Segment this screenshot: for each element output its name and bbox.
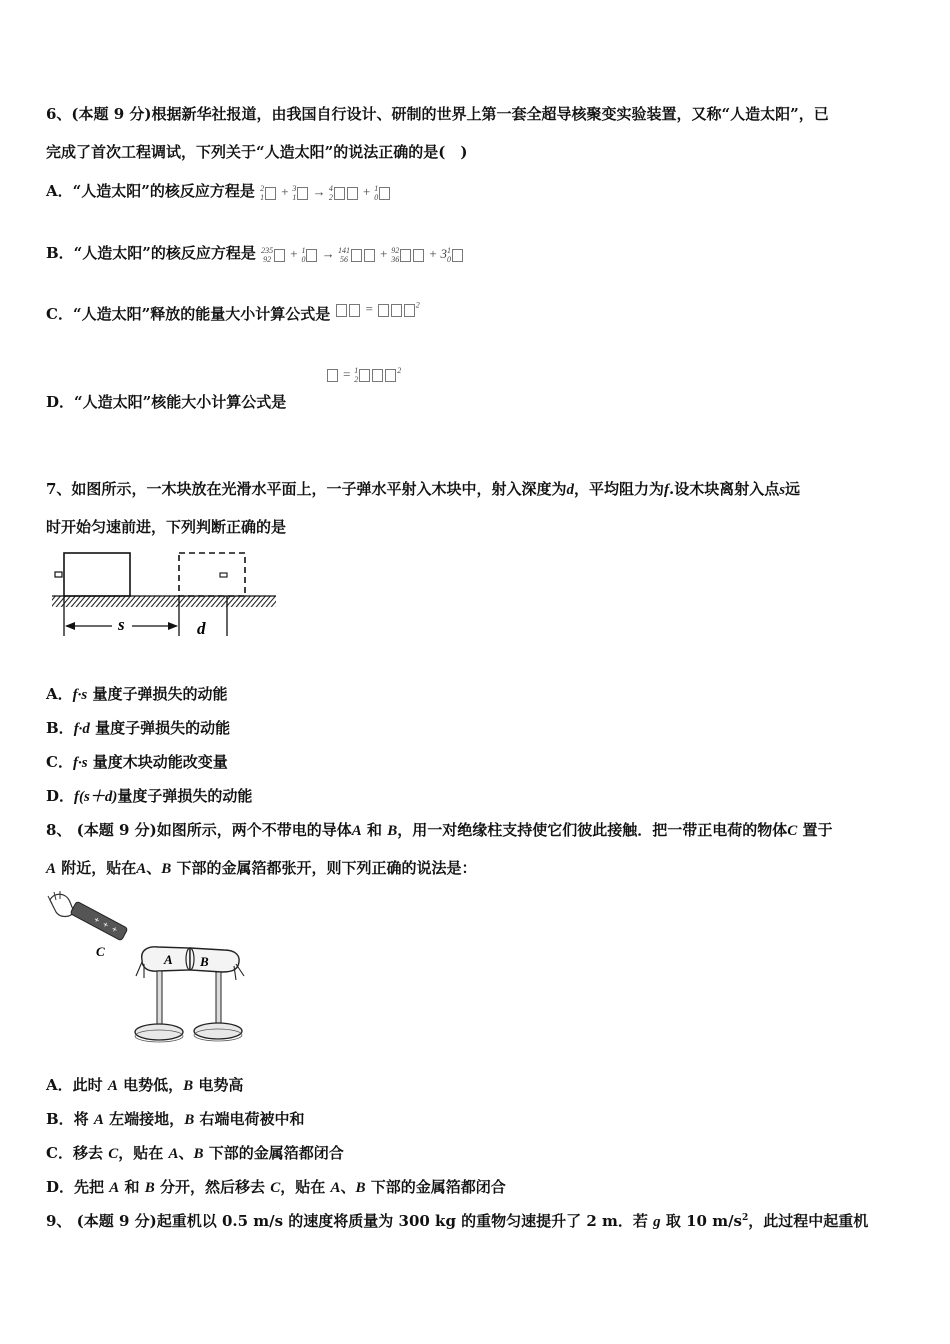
q8-stem-line1: 8、 (本题 9 分)如图所示，两个不带电的导体A 和 B，用一对绝缘柱支持使它们彼此接触．把一带正电荷的物体C 置于: [46, 821, 833, 839]
q7-option-a[interactable]: A．f·s 量度子弹损失的动能: [46, 685, 228, 703]
q6-option-a-label: A．“人造太阳”的核反应方程是: [46, 182, 255, 200]
bullet-initial: [55, 572, 62, 577]
q8-option-b[interactable]: B．将 A 左端接地，B 右端电荷被中和: [46, 1110, 305, 1128]
post-left: [157, 971, 162, 1029]
block-initial: [64, 553, 130, 596]
q6-stem-line2: 完成了首次工程调试，下列关于“人造太阳”的说法正确的是( ): [46, 143, 468, 161]
ground-hatch: [52, 596, 276, 607]
q6-option-a[interactable]: [46, 180, 391, 202]
rod-plus-3: +: [109, 923, 120, 935]
q8-option-a[interactable]: A．此时 A 电势低，B 电势高: [46, 1076, 244, 1094]
q8-conductor-figure: [44, 890, 254, 1050]
q6-option-c[interactable]: [46, 300, 420, 324]
fig-label-c: C: [96, 944, 105, 959]
rod-plus-1: +: [92, 914, 102, 926]
q6-option-b-formula-image: 235 92 + 1 0 → 141 56 + 92 36 + 3 1 0: [261, 246, 464, 261]
q6-option-d-formula-image: = 1 2 $^2$: [326, 366, 401, 384]
q8-stem-line2: A 附近，贴在A、B 下部的金属箔都张开，则下列正确的说法是：: [46, 859, 477, 877]
q6-option-c-label: C．“人造太阳”释放的能量大小计算公式是: [46, 305, 331, 323]
fig-label-b: B: [200, 954, 209, 969]
hand-outline: [50, 894, 74, 916]
q7-option-c[interactable]: C．f·s 量度木块动能改变量: [46, 753, 228, 771]
fig-label-d: d: [197, 619, 206, 638]
q9-stem-line1: 9、 (本题 9 分)起重机以 0.5 m/s 的速度将质量为 300 kg 的重物匀速提升了 2 m．若 g 取 10 $m/s^2$，此过程中起重机: [46, 1212, 869, 1230]
q7-stem-line2: 时开始匀速前进，下列判断正确的是: [46, 518, 287, 536]
q7-bullet-block-figure: [50, 548, 282, 640]
s-arrowhead-right: [168, 622, 178, 630]
q6-stem-line1: 6、(本题 9 分)根据新华社报道，由我国自行设计、研制的世界上第一套全超导核聚变实验装置，又称“人造太阳”，已: [46, 105, 829, 123]
block-final: [179, 553, 245, 596]
q6-option-a-formula-image: 2 1 + 3 1 → 4 2 + 1 0: [260, 184, 391, 199]
q7-stem-line1: 7、如图所示，一木块放在光滑水平面上，一子弹水平射入木块中，射入深度为d，平均阻力为f.设木块离射入点s远: [46, 480, 801, 498]
post-right: [216, 972, 221, 1028]
q6-option-c-formula-image: = $^2$: [335, 301, 419, 316]
q7-option-d[interactable]: D．f(s＋d)量度子弹损失的动能: [46, 787, 253, 805]
q6-option-d-label: D．“人造太阳”核能大小计算公式是: [46, 393, 287, 411]
q7-option-b[interactable]: B．f·d 量度子弹损失的动能: [46, 719, 231, 737]
bullet-final: [220, 573, 227, 577]
q6-option-b-label: B．“人造太阳”的核反应方程是: [46, 244, 256, 262]
fig-label-a: A: [164, 952, 173, 967]
hand-fingers: [48, 891, 60, 904]
q6-option-b[interactable]: [46, 242, 464, 264]
q8-option-d[interactable]: D．先把 A 和 B 分开，然后移去 C，贴在 A、B 下部的金属箔都闭合: [46, 1178, 506, 1196]
q6-option-d[interactable]: [46, 391, 286, 412]
rod-plus-2: +: [101, 918, 111, 931]
conductor-b: [190, 948, 239, 972]
q8-option-c[interactable]: C．移去 C，贴在 A、B 下部的金属箔都闭合: [46, 1144, 344, 1162]
s-arrowhead-left: [65, 622, 75, 630]
fig-label-s: s: [118, 615, 125, 634]
